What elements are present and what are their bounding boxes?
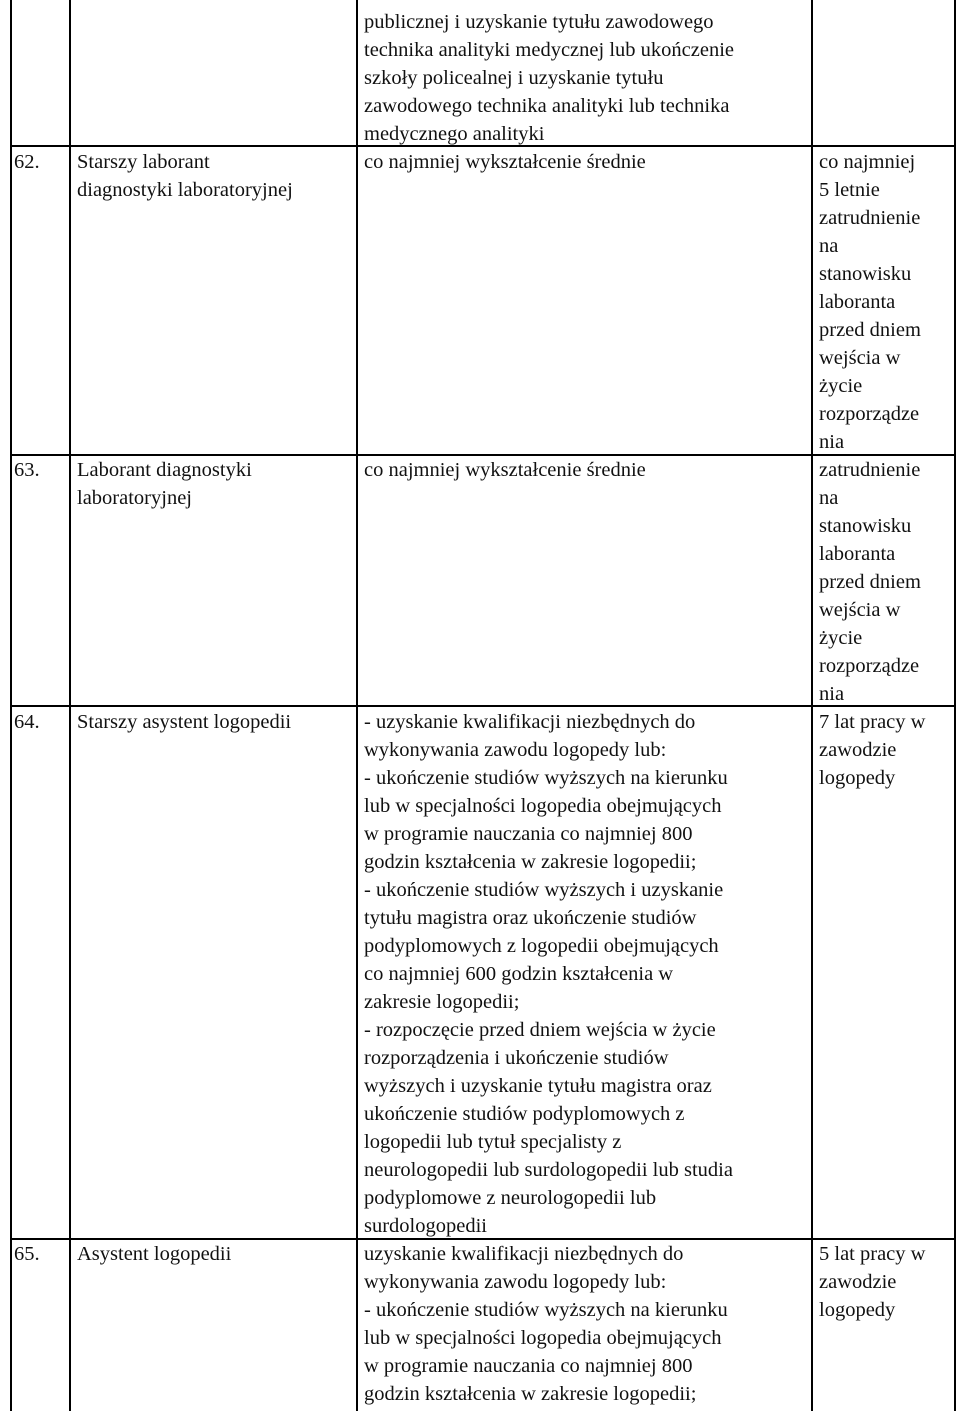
- text-line: zawodzie: [819, 1271, 897, 1293]
- qualifications-text: [364, 1240, 728, 1408]
- position-title: [77, 148, 293, 204]
- text-line: 5 letnie: [819, 179, 880, 201]
- text-line: 5 lat pracy w: [819, 1243, 926, 1265]
- text-line: surdologopedii: [364, 1215, 487, 1237]
- experience-text: [819, 148, 921, 456]
- text-line: publicznej i uzyskanie tytułu zawodowego: [364, 11, 714, 33]
- text-line: stanowisku: [819, 515, 912, 537]
- experience-text: [819, 456, 921, 708]
- text-line: Asystent logopedii: [77, 1243, 232, 1265]
- text-line: zatrudnienie: [819, 459, 921, 481]
- text-line: szkoły policealnej i uzyskanie tytułu: [364, 67, 664, 89]
- row-number: 65.: [14, 1243, 40, 1265]
- text-line: zatrudnienie: [819, 207, 921, 229]
- row-number: 62.: [14, 151, 40, 173]
- text-line: 7 lat pracy w: [819, 711, 926, 733]
- text-line: rozporządzenia i ukończenie studiów: [364, 1047, 669, 1069]
- text-line: stanowisku: [819, 263, 912, 285]
- position-title: [77, 456, 252, 512]
- text-line: diagnostyki laboratoryjnej: [77, 179, 293, 201]
- text-line: godzin kształcenia w zakresie logopedii;: [364, 851, 697, 873]
- text-line: Starszy laborant: [77, 151, 210, 173]
- text-line: logopedy: [819, 1299, 896, 1321]
- text-line: co najmniej 600 godzin kształcenia w: [364, 963, 674, 985]
- text-line: życie: [819, 627, 863, 649]
- text-line: laboranta: [819, 543, 896, 565]
- text-line: - uzyskanie kwalifikacji niezbędnych do: [364, 711, 696, 733]
- qualifications-text: [364, 456, 646, 484]
- experience-text: [819, 708, 925, 792]
- qualifications-text: [364, 148, 646, 176]
- text-line: podyplomowych z logopedii obejmujących: [364, 935, 719, 957]
- text-line: lub w specjalności logopedia obejmujących: [364, 1327, 722, 1349]
- text-line: na: [819, 235, 839, 257]
- text-line: na: [819, 487, 839, 509]
- text-line: nia: [819, 683, 845, 705]
- row-number: 63.: [14, 459, 40, 481]
- text-line: wykonywania zawodu logopedy lub:: [364, 739, 667, 761]
- text-line: podyplomowe z neurologopedii lub: [364, 1187, 657, 1209]
- text-line: - ukończenie studiów wyższych na kierunku: [364, 1299, 728, 1321]
- text-line: lub w specjalności logopedia obejmujących: [364, 795, 722, 817]
- text-line: logopedii lub tytuł specjalisty z: [364, 1131, 622, 1153]
- continuation-qualifications: [364, 8, 734, 148]
- row-divider: [10, 705, 955, 707]
- text-line: życie: [819, 375, 863, 397]
- text-line: wejścia w: [819, 599, 901, 621]
- row-number: 64.: [14, 711, 40, 733]
- text-line: ukończenie studiów podyplomowych z: [364, 1103, 685, 1125]
- text-line: w programie nauczania co najmniej 800: [364, 1355, 693, 1377]
- text-line: w programie nauczania co najmniej 800: [364, 823, 693, 845]
- text-line: co najmniej wykształcenie średnie: [364, 459, 646, 481]
- text-line: rozporządze: [819, 655, 920, 677]
- text-line: Starszy asystent logopedii: [77, 711, 292, 733]
- text-line: godzin kształcenia w zakresie logopedii;: [364, 1383, 697, 1405]
- text-line: przed dniem: [819, 319, 921, 341]
- text-line: wyższych i uzyskanie tytułu magistra oraz: [364, 1075, 712, 1097]
- text-line: zawodzie: [819, 739, 897, 761]
- text-line: - ukończenie studiów wyższych i uzyskanie: [364, 879, 724, 901]
- text-line: wejścia w: [819, 347, 901, 369]
- text-line: uzyskanie kwalifikacji niezbędnych do: [364, 1243, 684, 1265]
- text-line: wykonywania zawodu logopedy lub:: [364, 1271, 667, 1293]
- text-line: zawodowego technika analityki lub technika: [364, 95, 730, 117]
- text-line: nia: [819, 431, 845, 453]
- text-line: laboratoryjnej: [77, 487, 192, 509]
- text-line: tytułu magistra oraz ukończenie studiów: [364, 907, 697, 929]
- text-line: neurologopedii lub surdologopedii lub studia: [364, 1159, 733, 1181]
- text-line: rozporządze: [819, 403, 920, 425]
- experience-text: [819, 1240, 925, 1324]
- text-line: co najmniej: [819, 151, 916, 173]
- text-line: Laborant diagnostyki: [77, 459, 252, 481]
- text-line: medycznego analityki: [364, 123, 545, 145]
- text-line: laboranta: [819, 291, 896, 313]
- text-line: logopedy: [819, 767, 896, 789]
- text-line: technika analityki medycznej lub ukończenie: [364, 39, 734, 61]
- text-line: - rozpoczęcie przed dniem wejścia w życie: [364, 1019, 716, 1041]
- text-line: przed dniem: [819, 571, 921, 593]
- text-line: zakresie logopedii;: [364, 991, 520, 1013]
- position-title: [77, 708, 291, 736]
- text-line: co najmniej wykształcenie średnie: [364, 151, 646, 173]
- text-line: - ukończenie studiów wyższych na kierunku: [364, 767, 728, 789]
- position-title: [77, 1240, 231, 1268]
- qualifications-text: [364, 708, 733, 1240]
